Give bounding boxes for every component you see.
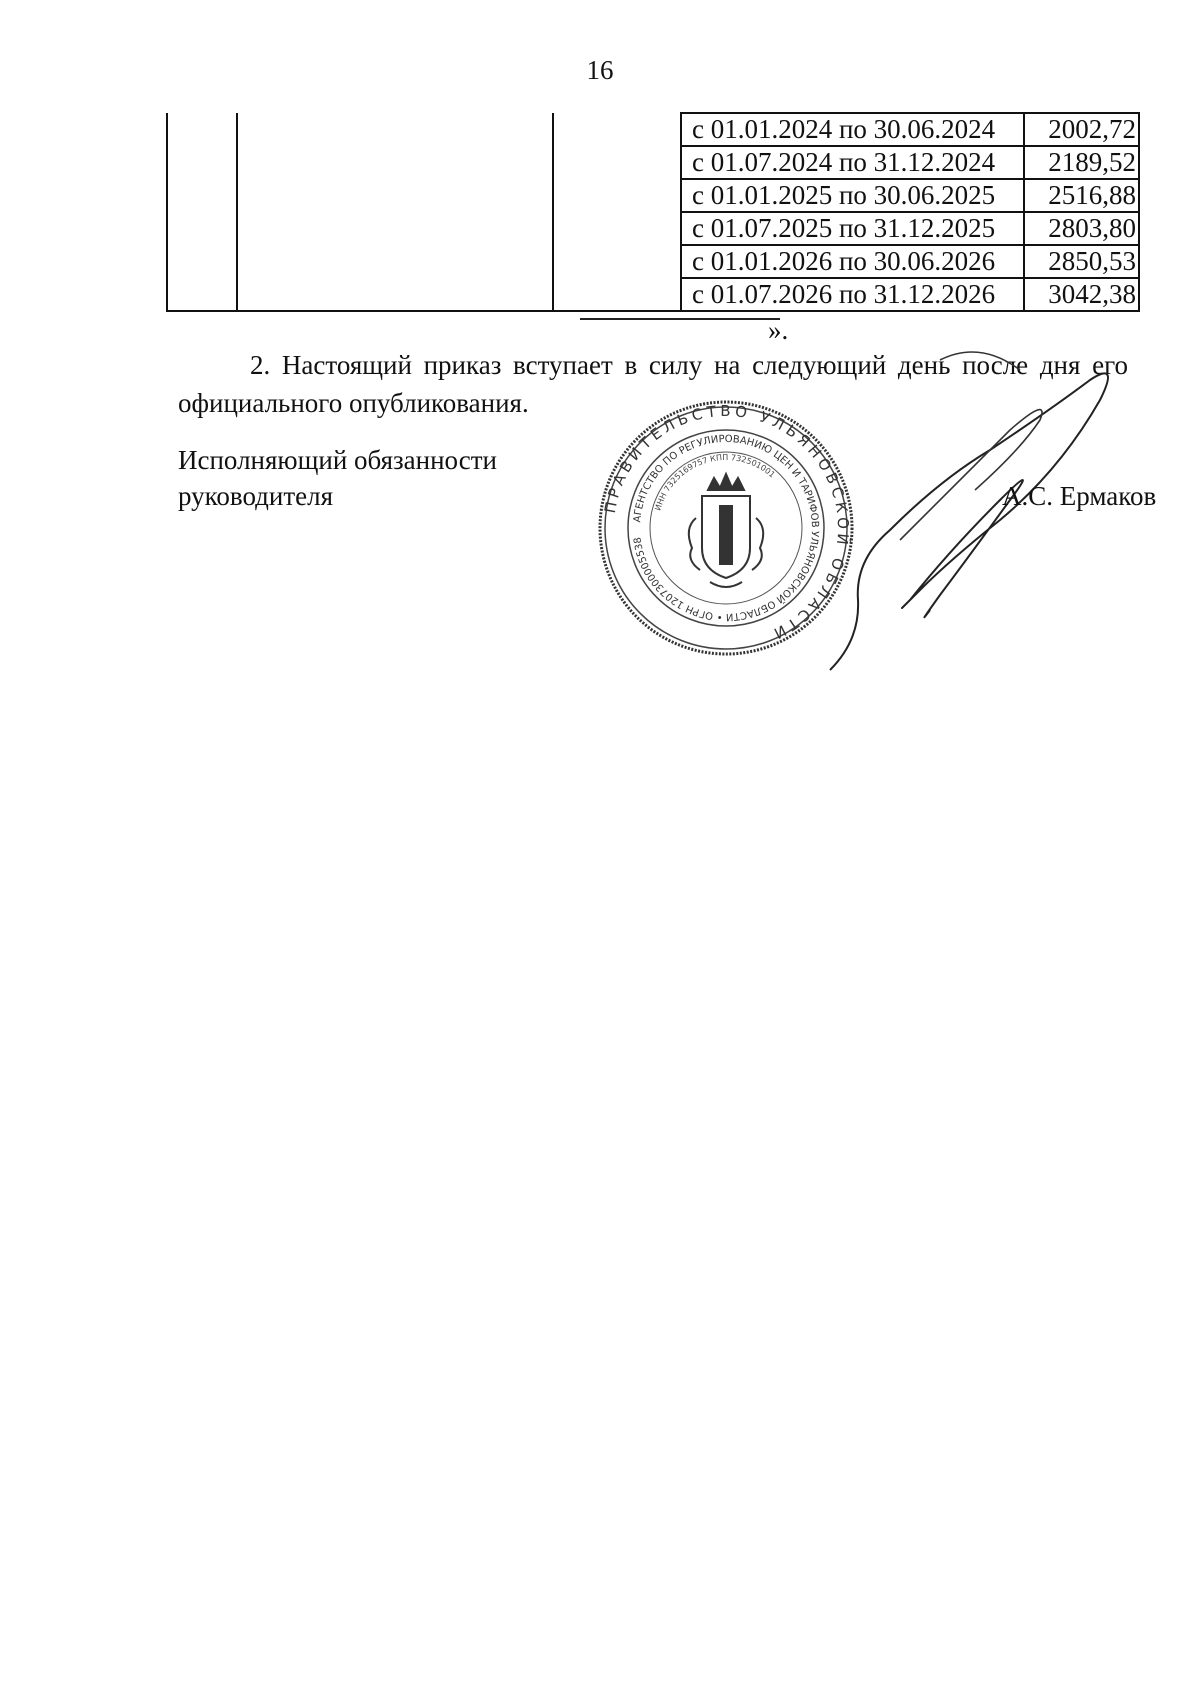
period-cell: с 01.07.2026 по 31.12.2026 bbox=[681, 278, 1024, 311]
coat-of-arms-icon bbox=[689, 474, 763, 587]
tariff-table bbox=[166, 112, 1140, 312]
empty-cell-unit bbox=[553, 113, 681, 311]
period-cell: с 01.07.2025 по 31.12.2025 bbox=[681, 212, 1024, 245]
svg-text:ПРАВИТЕЛЬСТВО УЛЬЯНОВСКОЙ ОБЛА: ПРАВИТЕЛЬСТВО УЛЬЯНОВСКОЙ ОБЛАСТИ bbox=[600, 401, 853, 645]
empty-cell-name bbox=[237, 113, 553, 311]
handwritten-signature bbox=[800, 340, 1140, 690]
period-cell: с 01.01.2026 по 30.06.2026 bbox=[681, 245, 1024, 278]
closing-underline bbox=[580, 318, 780, 320]
price-cell: 2002,72 bbox=[1024, 113, 1139, 146]
price-cell: 2850,53 bbox=[1024, 245, 1139, 278]
period-cell: с 01.01.2025 по 30.06.2025 bbox=[681, 179, 1024, 212]
svg-text:АГЕНТСТВО ПО РЕГУЛИРОВАНИЮ ЦЕН: АГЕНТСТВО ПО РЕГУЛИРОВАНИЮ ЦЕН И ТАРИФОВ УЛЬЯНОВСКОЙ ОБЛАСТИ • ОГРН 1207300005538 bbox=[632, 433, 821, 623]
paragraph-effective-date: 2. Настоящий приказ вступает в силу на следующий день после дня его официального опубликования. bbox=[178, 350, 1128, 418]
page-number: 16 bbox=[586, 55, 614, 85]
signatory-name: А.С. Ермаков bbox=[1002, 481, 1157, 511]
period-cell: с 01.07.2024 по 31.12.2024 bbox=[681, 146, 1024, 179]
signatory-title-line1: Исполняющий обязанности bbox=[178, 445, 497, 475]
svg-text:ИНН 7325169757 КПП 732501001: ИНН 7325169757 КПП 732501001 bbox=[653, 452, 777, 512]
price-cell: 3042,38 bbox=[1024, 278, 1139, 311]
closing-quote: ». bbox=[768, 315, 789, 345]
empty-cell-number bbox=[167, 113, 237, 311]
period-cell: с 01.01.2024 по 30.06.2024 bbox=[681, 113, 1024, 146]
signatory-title bbox=[178, 442, 497, 514]
table-row bbox=[167, 113, 1139, 146]
signatory-title-line2: руководителя bbox=[178, 481, 334, 511]
price-cell: 2516,88 bbox=[1024, 179, 1139, 212]
price-cell: 2803,80 bbox=[1024, 212, 1139, 245]
price-cell: 2189,52 bbox=[1024, 146, 1139, 179]
